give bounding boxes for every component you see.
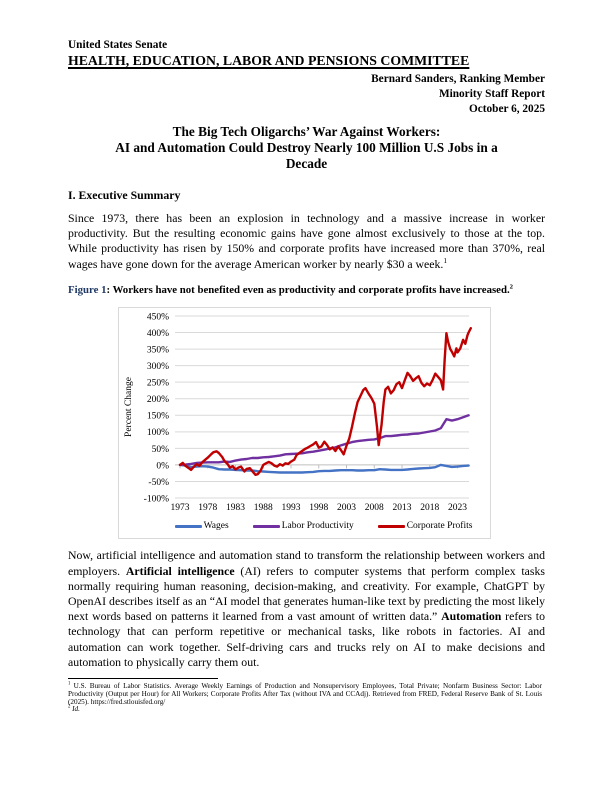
text-segment: 1 (443, 255, 448, 265)
footnote-section (68, 678, 542, 714)
footnote-marker: 2 (68, 705, 71, 710)
report-title-line-2: AI and Automation Could Destroy Nearly 100 Million U.S Jobs in a (115, 140, 498, 155)
report-title-line-1: The Big Tech Oligarchs’ War Against Workers: (172, 124, 441, 139)
footnote-item (68, 683, 542, 706)
text-segment: (AI) refers to computer systems that perform complex tasks normally requiring human reasoning, decision-making, and creativity. For example, ChatGPT by OpenAI describes itself as an “AI model that generates human-like text by predicting the most likely next words based on patterns it learned from a vast amount of written data.” (68, 563, 545, 624)
series-line-wages (180, 465, 469, 473)
legend-item-corporate-profits (378, 521, 473, 531)
footnote-separator-rule (68, 678, 218, 679)
y-tick-label: 300% (146, 362, 169, 373)
legend-line-swatch (253, 525, 280, 528)
y-tick-label: 250% (146, 378, 169, 389)
legend-line-swatch (378, 525, 405, 528)
text-segment: Id. (72, 705, 80, 714)
report-type-line: Minority Staff Report (438, 88, 545, 100)
y-tick-label: 0% (156, 461, 169, 472)
x-tick-label: 2018 (420, 503, 440, 514)
footnote-item (68, 706, 542, 714)
report-date: October 6, 2025 (468, 103, 545, 115)
text-segment: Since 1973, there has been an explosion in technology and a massive increase in worker productivity. But the resulting economic gains have gone almost exclusively to those at the top. While productivity has risen by 150% and corporate profits have increased more than 370%, real wages have gone down for the average American worker by nearly $30 a week. (68, 211, 545, 271)
report-title-line-3: Decade (285, 156, 328, 171)
legend-label: Corporate Profits (406, 521, 473, 532)
series-line-corporate-profits (180, 329, 471, 476)
figure-1-chart (118, 307, 491, 539)
legend-label: Labor Productivity (281, 521, 354, 532)
x-tick-label: 1973 (170, 503, 190, 514)
footnote-list (68, 683, 542, 714)
figure-1-caption (68, 284, 545, 297)
legend-label: Wages (203, 521, 229, 532)
text-segment: 2 (509, 283, 514, 291)
x-tick-label: 2023 (448, 503, 467, 514)
x-tick-label: 1983 (226, 503, 245, 514)
text-segment: Automation (441, 609, 502, 624)
x-tick-label: 1978 (198, 503, 218, 514)
ranking-member-line: Bernard Sanders, Ranking Member (371, 73, 545, 85)
y-tick-label: 450% (146, 312, 169, 323)
text-segment: refers to technology that can perform repetitive or mechanical tasks, like robots in factories. AI and automation can work together. Self-driving cars and trucks rely on AI to make decisions and automation to physically carry them out. (68, 609, 545, 669)
y-tick-label: 100% (146, 428, 169, 439)
legend-item-labor-productivity (253, 521, 354, 531)
text-segment: U.S. Bureau of Labor Statistics. Average Weekly Earnings of Production and Nonsupervisory Employees, Total Private; Nonfarm Business Sector: Labor Productivity (Output per Hour) for All Workers; Corporate Profits After Tax (without IVA and CCAdj). Retrieved from FRED, Federal Reserve Bank of St. Louis (2025). https://fred.stlouisfed.org/ (68, 682, 543, 706)
x-tick-label: 2008 (364, 503, 384, 514)
y-tick-label: -100% (143, 494, 169, 505)
x-tick-label: 1988 (253, 503, 273, 514)
paragraph-2 (68, 548, 545, 670)
text-segment: Figure 1 (68, 283, 107, 296)
y-tick-label: 400% (146, 329, 169, 340)
committee-heading: HEALTH, EDUCATION, LABOR AND PENSIONS COMMITTEE (68, 53, 470, 68)
text-segment: : Workers have not benefited even as productivity and corporate profits have increased. (106, 283, 510, 296)
chart-legend (175, 521, 472, 531)
legend-item-wages (175, 521, 229, 531)
y-tick-label: -50% (148, 478, 169, 489)
senate-org-line: United States Senate (68, 39, 168, 51)
y-tick-label: 350% (146, 345, 169, 356)
line-chart-canvas (119, 308, 490, 538)
y-axis-title: Percent Change (124, 377, 134, 438)
x-tick-label: 2013 (392, 503, 412, 514)
y-tick-label: 200% (146, 395, 169, 406)
section-heading-executive-summary: I. Executive Summary (68, 188, 181, 202)
x-tick-label: 2003 (337, 503, 356, 514)
paragraph-1 (68, 211, 545, 272)
footnote-marker: 1 (68, 681, 71, 687)
y-tick-label: 150% (146, 412, 169, 423)
report-title (68, 124, 545, 172)
text-segment: Artificial intelligence (125, 563, 235, 578)
x-tick-label: 1993 (281, 503, 301, 514)
text-segment: Now, artificial intelligence and automation stand to transform the relationship between workers and employers. (68, 548, 545, 578)
legend-line-swatch (175, 525, 202, 528)
x-tick-label: 1998 (309, 503, 329, 514)
y-tick-label: 50% (151, 445, 169, 456)
header-right-block (68, 72, 545, 117)
